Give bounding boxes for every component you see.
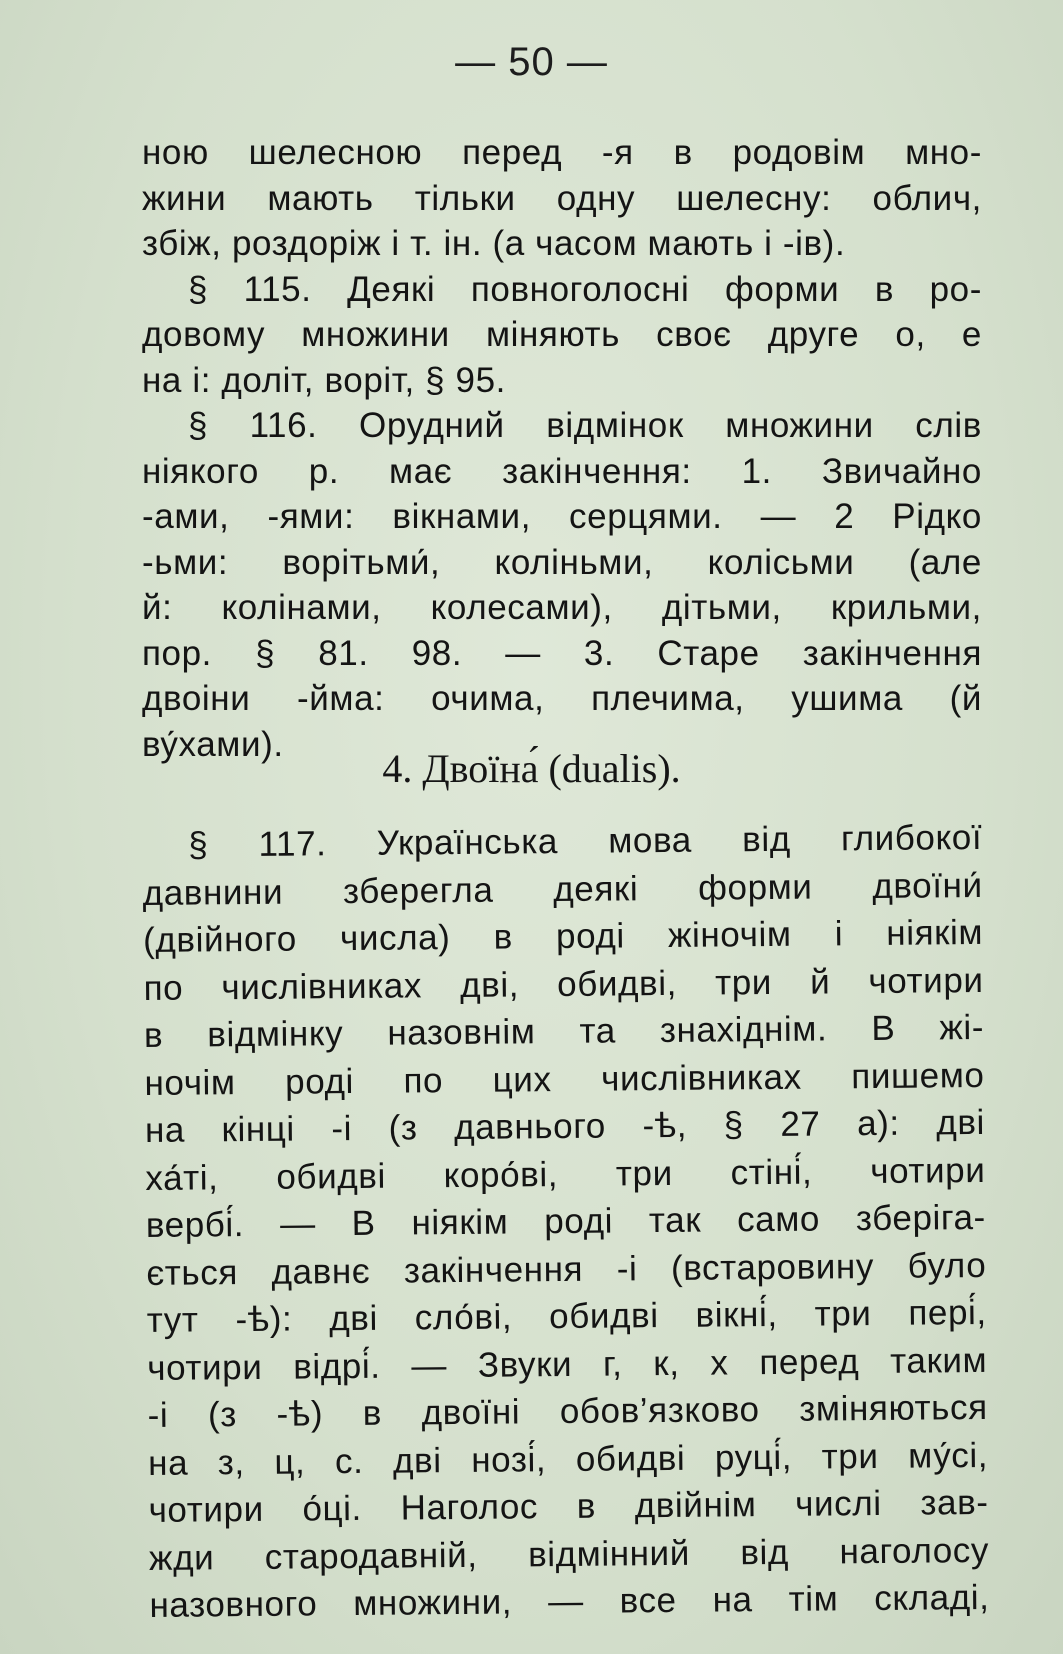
paragraph-117-start: § 117. Українська мова від глибокої bbox=[188, 817, 983, 865]
text-line: довому множини міняють своє друге о, е bbox=[142, 315, 982, 354]
text-line: на кінці -і (з давнього -ѣ, § 27 а): дві bbox=[144, 1102, 986, 1150]
text-line: -ьми: ворітьми́, коліньми, колісьми (але bbox=[142, 542, 982, 582]
text-line: вербі́. — В ніякім роді так само зберіга- bbox=[145, 1197, 987, 1245]
section-heading: 4. Двоїна́ (dualis). bbox=[382, 746, 681, 791]
section-b-text bbox=[142, 814, 990, 1630]
text-line: збіж, роздоріж і т. ін. (а часом мають і -ів). bbox=[142, 224, 846, 263]
text-line: тут -ѣ): дві сло́ві, обидві вікні́, три пері́, bbox=[146, 1292, 987, 1340]
text-line: двоіни -йма: очима, плечима, ушима (й bbox=[142, 679, 982, 718]
text-line: пор. § 81. 98. — 3. Старе закінчення bbox=[142, 633, 982, 673]
text-line: по числівниках дві, обидві, три й чотири bbox=[143, 960, 984, 1008]
text-line: -і (з -ѣ) в двоїні обов’язково зміняються bbox=[147, 1387, 988, 1435]
text-line: на і: доліт, воріт, § 95. bbox=[142, 360, 507, 400]
text-line: й: колінами, колесами), дітьми, крильми, bbox=[142, 588, 982, 627]
text-line: ною шелесною перед -я в родовім мно- bbox=[142, 133, 982, 172]
text-line: ха́ті, обидві коро́ві, три стіні́, чотири bbox=[145, 1150, 986, 1198]
text-line: -ами, -ями: вікнами, серцями. — 2 Рідко bbox=[142, 497, 982, 536]
section-a-text bbox=[142, 130, 982, 767]
text-line: на з, ц, с. дві нозі́, обидві руці́, три му́сі, bbox=[147, 1435, 989, 1483]
text-line: чотири відрі́. — Звуки г, к, х перед таким bbox=[147, 1340, 988, 1388]
text-line: ночім роді по цих числівниках пишемо bbox=[144, 1055, 985, 1103]
text-line: ву́хами). bbox=[142, 724, 284, 764]
page-number: — 50 — bbox=[455, 40, 608, 84]
text-line: ється давнє закінчення -і (встаровину було bbox=[146, 1245, 987, 1293]
paragraph-116-start: § 116. Орудний відмінок множини слів bbox=[188, 406, 982, 445]
text-line: назовного множини, — все на тім складі, bbox=[149, 1577, 990, 1625]
text-line: жини мають тільки одну шелесну: облич, bbox=[142, 178, 982, 218]
text-line: чотири о́ці. Наголос в двійнім числі зав- bbox=[148, 1482, 989, 1530]
text-line: жди стародавній, відмінний від наголосу bbox=[148, 1530, 990, 1578]
text-line: ніякого р. має закінчення: 1. Звичайно bbox=[142, 451, 982, 491]
text-line: давнини зберегла деякі форми двоїни́ bbox=[142, 865, 983, 913]
text-line: в відмінку назовнім та знахіднім. В жі- bbox=[143, 1007, 985, 1055]
paragraph-115-start: § 115. Деякі повноголосні форми в ро- bbox=[188, 269, 982, 309]
text-line: (двійного числа) в роді жіночім і ніякім bbox=[142, 912, 984, 960]
